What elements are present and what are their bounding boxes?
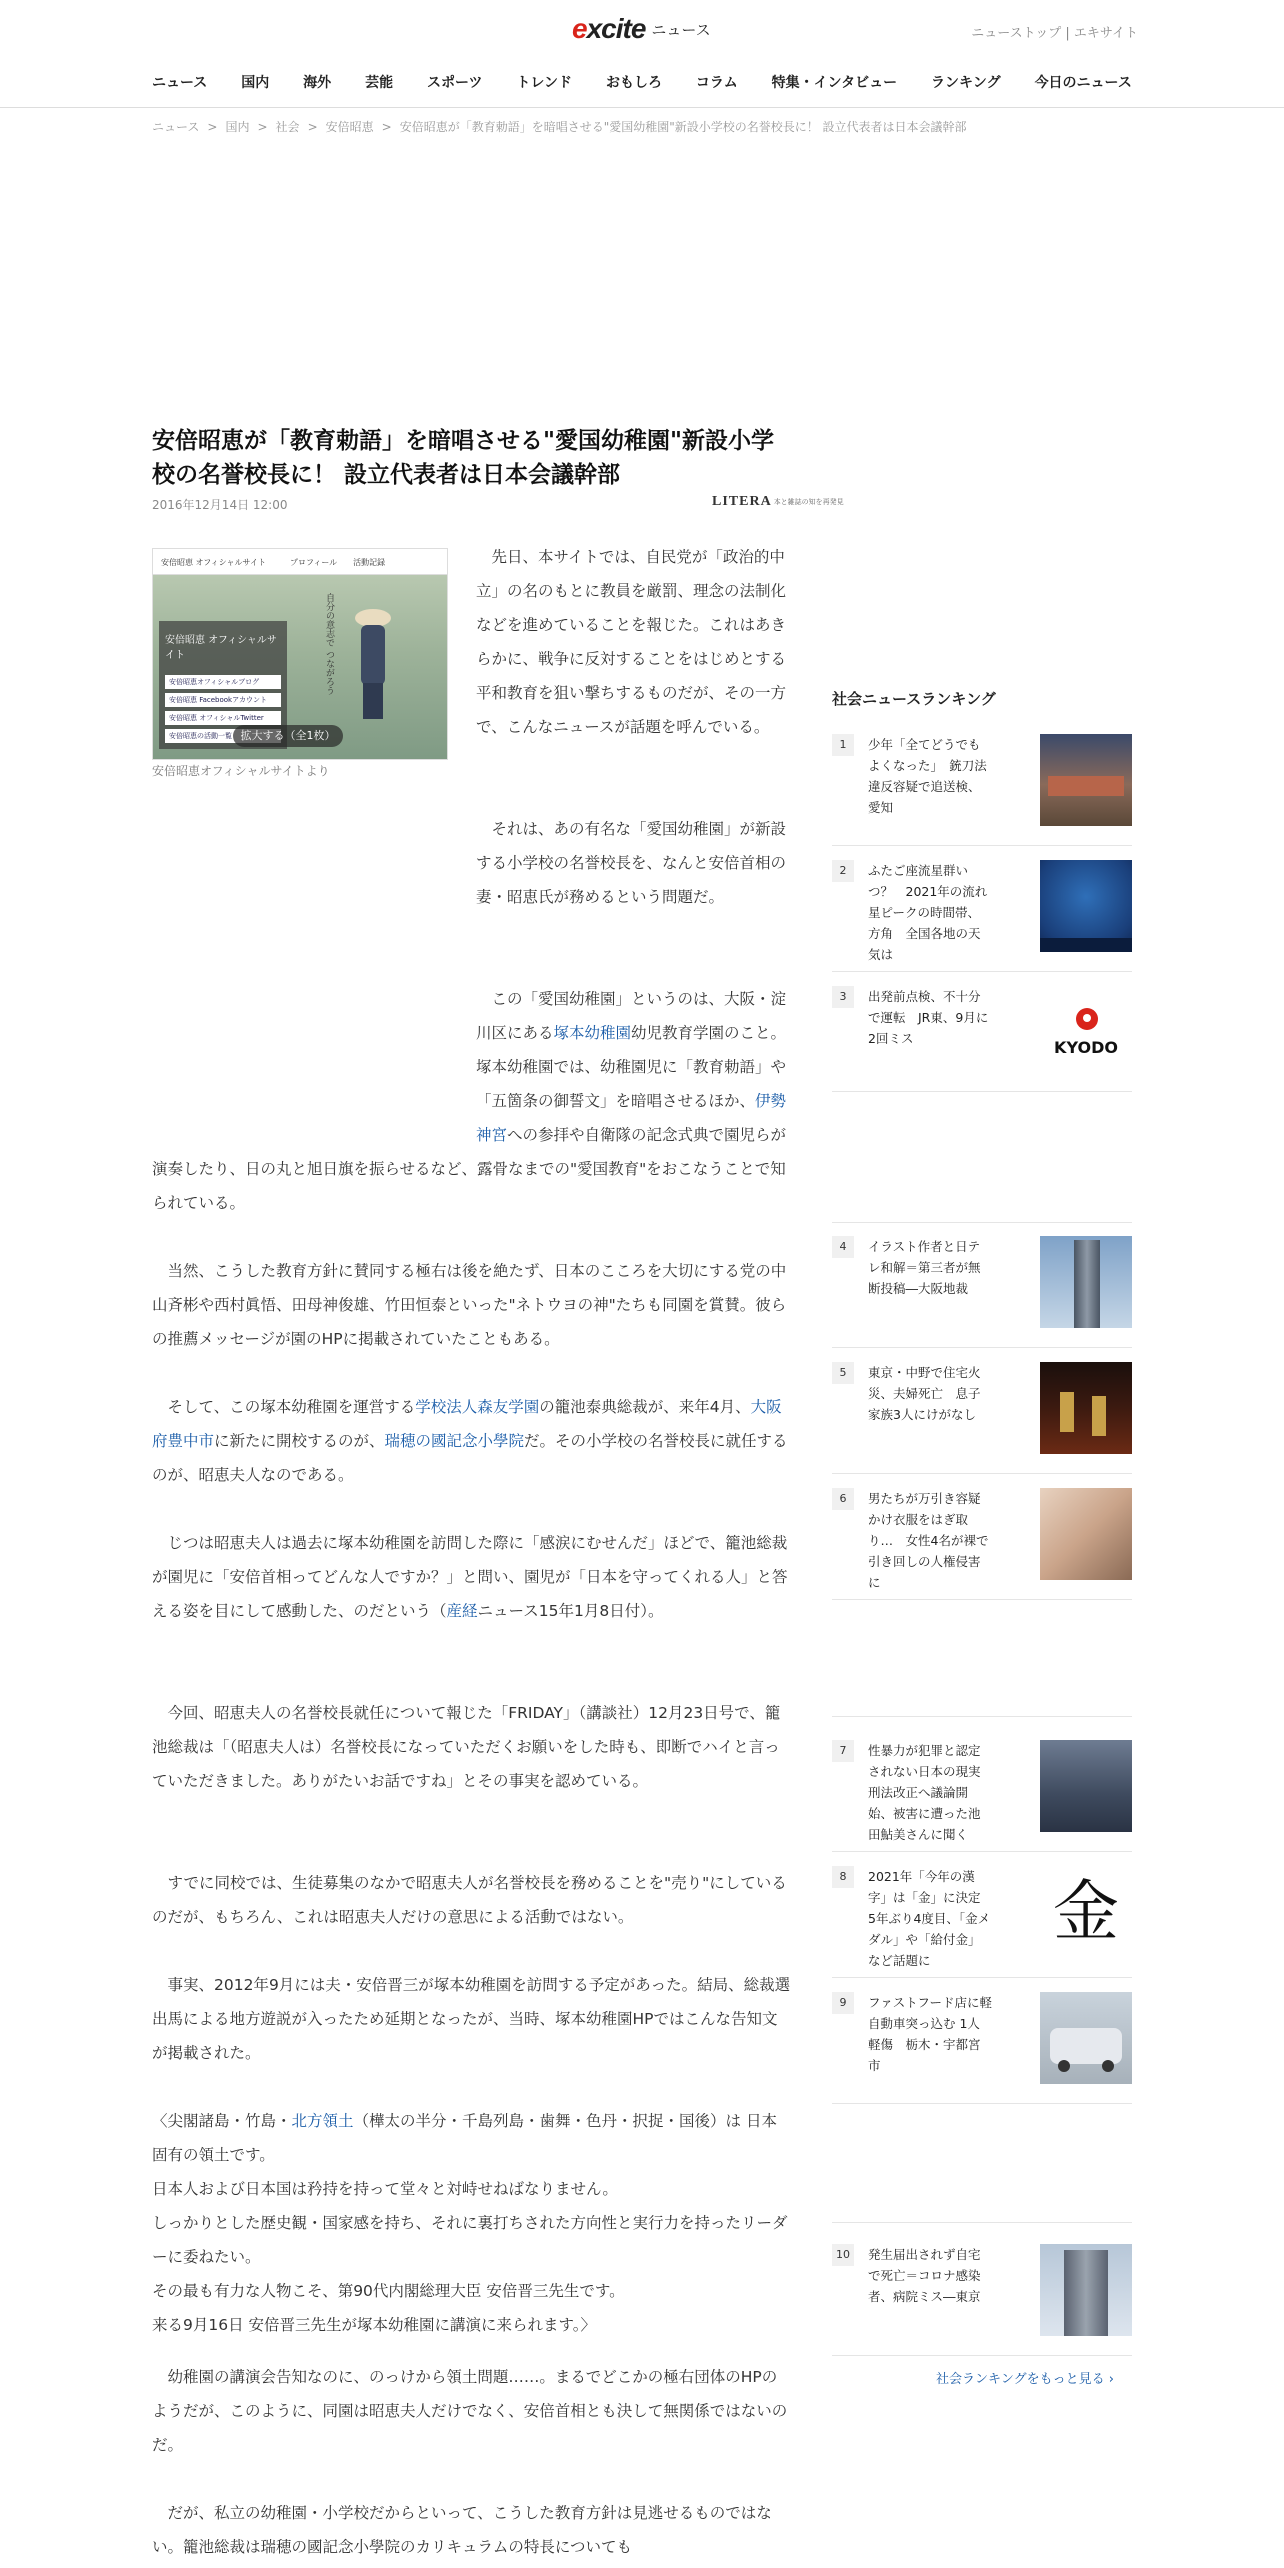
rank-thumbnail: [1040, 2244, 1132, 2336]
logo-wordmark: excite: [572, 13, 646, 44]
rank-number: 1: [832, 734, 854, 756]
paragraph-2: それは、あの有名な「愛国幼稚園」が新設する小学校の名誉校長を、なんと安倍首相の妻・昭恵氏が務めるという問題だ。: [476, 820, 787, 906]
ranking-more-link[interactable]: 社会ランキングをもっと見る ›: [936, 2372, 1114, 2387]
photo-caption: 安倍昭恵オフィシャルサイトより: [152, 764, 330, 778]
nav-world[interactable]: 海外: [303, 75, 332, 91]
paragraph-10: 幼稚園の講演会告知なのに、のっけから領土問題……。まるでどこかの極右団体のHPのようだが、このように、同園は昭恵夫人だけでなく、安倍首相とも決して無関係ではないのだ。: [152, 2368, 788, 2454]
ranking-item[interactable]: [832, 1740, 1132, 1852]
nav-today[interactable]: 今日のニュース: [1034, 75, 1132, 91]
paragraph-5-text-a: そして、この塚本幼稚園を運営する: [167, 1398, 416, 1416]
rank-headline: 東京・中野で住宅火災、夫婦死亡 息子家族3人にけがなし: [868, 1365, 981, 1422]
paragraph-11: だが、私立の幼稚園・小学校だからといって、こうした教育方針は見逃せるものではない。籠池総裁は瑞穂の國記念小學院のカリキュラムの特長についても: [152, 2504, 772, 2556]
kanji-label: 金: [1053, 1873, 1119, 1950]
breadcrumb-current: 安倍昭恵が「教育勅語」を暗唱させる"愛国幼稚園"新設小学校の名誉校長に！ 設立代表者は日本会議幹部: [399, 120, 967, 134]
quote-line-1-text-b: （樺太の半分・千島列島・歯舞・色丹・択捉・国後）は 日本固有の領土です。: [152, 2112, 777, 2164]
ranking-item[interactable]: [832, 734, 1132, 846]
quote-block: [152, 2104, 792, 2342]
rank-headline: 発生届出されず自宅で死亡＝コロナ感染者、病院ミス―東京: [868, 2247, 981, 2304]
rank-headline: ファストフード店に軽自動車突っ込む 1人軽傷 栃木・宇都宮市: [868, 1995, 993, 2073]
rank-thumbnail: [1040, 1992, 1132, 2084]
quote-line-1: [152, 2104, 792, 2172]
ranking-item[interactable]: [832, 2244, 1132, 2356]
rank-headline: 性暴力が犯罪と認定されない日本の現実 刑法改正へ議論開始、被害に遭った池田鮎美さんに聞く: [868, 1743, 994, 1842]
toplink-separator: |: [1065, 26, 1070, 41]
ranking-item[interactable]: [832, 1488, 1132, 1600]
source-name: LITERA: [712, 494, 772, 509]
nav-domestic[interactable]: 国内: [241, 75, 270, 91]
link-toyonaka[interactable]: 大阪府豊中市: [152, 1398, 782, 1450]
kanji-image: [1040, 1866, 1132, 1958]
photo-site-header: [153, 549, 447, 575]
rank-number: 8: [832, 1866, 854, 1888]
rank-thumbnail: [1040, 860, 1132, 952]
paragraph-7: 今回、昭恵夫人の名誉校長就任について報じた「FRIDAY」（講談社）12月23日号で、籠池総裁は「（昭恵夫人は）名誉校長になっていただくお願いをした時も、即断でハイと言っていただきました。ありがたいお話ですね」とその事実を認めている。: [152, 1704, 781, 1790]
breadcrumb-society[interactable]: 社会: [275, 120, 300, 134]
kyodo-label: KYODO: [1054, 1038, 1118, 1057]
ranking-item[interactable]: [832, 1866, 1132, 1978]
source-logo[interactable]: [712, 494, 844, 510]
link-northern-territories[interactable]: 北方領土: [291, 2112, 354, 2130]
paragraph-8: すでに同校では、生徒募集のなかで昭恵夫人が名誉校長を務めることを"売り"にしているのだが、もちろん、これは昭恵夫人だけの意思による活動ではない。: [152, 1874, 787, 1926]
rank-headline: ふたご座流星群いつ？ 2021年の流れ星ピークの時間帯、方角 全国各地の天気は: [868, 863, 988, 962]
kyodo-logo: [1040, 986, 1132, 1078]
global-nav: [152, 72, 1132, 92]
enlarge-photo-button[interactable]: 拡大する（全1枚）: [233, 725, 343, 747]
logo-subtitle: ニュース: [651, 20, 711, 39]
rank-thumbnail: [1040, 1362, 1132, 1454]
paragraph-6-text-b: ニュース15年1月8日付）。: [477, 1602, 664, 1620]
link-sankei[interactable]: 産経: [446, 1602, 478, 1620]
photo-site-menu: プロフィール 活動記録: [289, 558, 386, 567]
paragraph-5-text-b: の籠池泰典総裁が、来年4月、: [539, 1398, 751, 1416]
rank-headline: 出発前点検、不十分で運転 JR東、9月に2回ミス: [868, 989, 989, 1046]
site-logo[interactable]: [572, 12, 711, 46]
breadcrumb-domestic[interactable]: 国内: [225, 120, 250, 134]
ranking-item[interactable]: [832, 860, 1132, 972]
photo-site-name: 安倍昭恵 オフィシャルサイト: [161, 558, 266, 567]
breadcrumb-news[interactable]: ニュース: [152, 120, 200, 134]
ranking-item[interactable]: [832, 1992, 1132, 2104]
ranking-title: 社会ニュースランキング: [832, 690, 996, 708]
rank-thumbnail: [1040, 1740, 1132, 1832]
paragraph-5-text-d: だ。その小学校の名誉校長に就任するのが、昭恵夫人なのである。: [152, 1432, 788, 1484]
nav-sports[interactable]: スポーツ: [427, 75, 483, 91]
quote-line-5: 来る9月16日 安倍晋三先生が塚本幼稚園に講演に来られます。〉: [152, 2316, 597, 2334]
quote-line-4: その最も有力な人物こそ、第90代内閣総理大臣 安倍晋三先生です。: [152, 2282, 625, 2300]
breadcrumb-tag[interactable]: 安倍昭恵: [325, 120, 374, 134]
link-moritomo[interactable]: 学校法人森友学園: [415, 1398, 540, 1416]
site-header: [0, 0, 1284, 108]
nav-funny[interactable]: おもしろ: [605, 75, 662, 91]
rank-number: 7: [832, 1740, 854, 1762]
link-ise-jingu[interactable]: 伊勢神宮: [476, 1092, 787, 1144]
paragraph-3-text-b: 幼児教育学園のこと。塚本幼稚園では、幼稚園児に「教育勅語」や「五箇条の御誓文」を暗唱させるほか、: [476, 1024, 787, 1110]
quote-line-1-text-a: 〈尖閣諸島・竹島・: [152, 2112, 292, 2130]
quote-line-2: 日本人および日本国は矜持を持って堂々と対峙せねばなりません。: [152, 2180, 618, 2198]
paragraph-1: 先日、本サイトでは、自民党が「政治的中立」の名のもとに教員を厳罰、理念の法制化などを進めていることを報じた。これはあきらかに、戦争に反対することをはじめとする平和教育を狙い撃ちするものだが、その一方で、こんなニュースが話題を呼んでいる。: [476, 548, 787, 736]
rank-number: 5: [832, 1362, 854, 1384]
rank-headline: 男たちが万引き容疑かけ衣服をはぎ取り… 女性4名が裸で引き回しの人権侵害に: [868, 1491, 989, 1590]
nav-trend[interactable]: トレンド: [516, 75, 573, 91]
link-tsukamoto[interactable]: 塚本幼稚園: [553, 1024, 632, 1042]
ranking-item[interactable]: [832, 1362, 1132, 1474]
quote-line-3: しっかりとした歴史観・国家感を持ち、それに裏打ちされた方向性と実行力を持ったリーダーに委ねたい。: [152, 2214, 788, 2266]
paragraph-6-text-a: じつは昭恵夫人は過去に塚本幼稚園を訪問した際に「感涙にむせんだ」ほどで、籠池総裁が園児に「安倍首相ってどんな人ですか？」と問い、園児が「日本を守ってくれる人」と答える姿を目にして感動した、のだという（: [152, 1534, 788, 1620]
paragraph-3-text-c: への参拝や自衛隊の記念式典で園児らが演奏したり、日の丸と旭日旗を振らせるなど、露骨なまでの"愛国教育"をおこなうことで知られている。: [152, 1126, 787, 1212]
divider: [832, 1716, 1132, 1717]
rank-thumbnail: [1040, 734, 1132, 826]
rank-number: 9: [832, 1992, 854, 2014]
paragraph-3: [152, 982, 792, 1220]
rank-headline: 少年「全てどうでもよくなった」 銃刀法違反容疑で追送検、愛知: [868, 737, 987, 815]
paragraph-5-text-c: に新たに開校するのが、: [214, 1432, 385, 1450]
nav-entertainment[interactable]: 芸能: [365, 75, 394, 91]
breadcrumb-sep: >: [381, 120, 392, 134]
photo-panel-row: 安倍昭恵 オフィシャルTwitter: [165, 711, 281, 725]
breadcrumb-sep: >: [257, 120, 268, 134]
rank-number: 3: [832, 986, 854, 1008]
nav-news[interactable]: ニュース: [152, 75, 208, 91]
photo-tagline: 自分の意志で つながろう: [324, 593, 334, 695]
article-date: 2016年12月14日 12:00: [152, 498, 288, 512]
rank-number: 10: [832, 2244, 854, 2266]
link-mizuho[interactable]: 瑞穂の國記念小學院: [384, 1432, 525, 1450]
ranking-item[interactable]: [832, 986, 1132, 1092]
paragraph-4: 当然、こうした教育方針に賛同する極右は後を絶たず、日本のこころを大切にする党の中山斉彬や西村眞悟、田母神俊雄、竹田恒泰といった"ネトウヨの神"たちも同園を賞賛。彼らの推薦メッセージが園のHPに掲載されていたこともある。: [152, 1262, 787, 1348]
divider: [832, 1222, 1132, 1223]
rank-number: 4: [832, 1236, 854, 1258]
ranking-item[interactable]: [832, 1236, 1132, 1348]
paragraph-6: [152, 1526, 792, 1628]
photo-panel-row: 安倍昭恵の活動一覧: [165, 729, 281, 743]
top-links: [971, 22, 1138, 41]
float-spacer: [152, 982, 476, 1152]
breadcrumb-sep: >: [307, 120, 318, 134]
rank-headline: イラスト作者と日テレ和解＝第三者が無断投稿―大阪地裁: [868, 1239, 981, 1296]
nav-feature[interactable]: 特集・インタビュー: [771, 75, 898, 91]
paragraph-9: 事実、2012年9月には夫・安倍晋三が塚本幼稚園を訪問する予定があった。結局、総裁選出馬による地方遊説が入ったため延期となったが、当時、塚本幼稚園HPではこんな告知文が掲載された。: [152, 1976, 791, 2062]
rank-thumbnail: [1040, 1236, 1132, 1328]
news-top-link[interactable]: ニューストップ: [971, 26, 1062, 41]
rank-thumbnail: [1040, 1488, 1132, 1580]
photo-panel-row: 安倍昭恵オフィシャルブログ: [165, 675, 281, 689]
excite-top-link[interactable]: エキサイト: [1073, 26, 1138, 41]
breadcrumb: [152, 118, 967, 135]
nav-ranking[interactable]: ランキング: [931, 75, 1001, 91]
article-title: 安倍昭恵が「教育勅語」を暗唱させる"愛国幼稚園"新設小学校の名誉校長に！ 設立代表者は日本会議幹部: [152, 428, 774, 488]
photo-panel-title: 安倍昭恵 オフィシャルサイト: [165, 635, 277, 661]
paragraph-5: [152, 1390, 792, 1492]
photo-person: [353, 609, 393, 719]
rank-headline: 2021年「今年の漢字」は「金」に決定 5年ぶり4度目、「金メダル」や「給付金」など話題に: [868, 1869, 994, 1968]
rank-number: 2: [832, 860, 854, 882]
nav-column[interactable]: コラム: [695, 75, 738, 91]
rank-number: 6: [832, 1488, 854, 1510]
divider: [832, 2222, 1132, 2223]
breadcrumb-sep: >: [207, 120, 218, 134]
article-photo[interactable]: [152, 548, 448, 760]
paragraph-3-text-a: この「愛国幼稚園」というのは、大阪・淀川区にある: [476, 990, 787, 1042]
source-tagline: 本と雑誌の知を再発見: [773, 497, 844, 506]
photo-panel-row: 安倍昭恵 Facebookアカウント: [165, 693, 281, 707]
